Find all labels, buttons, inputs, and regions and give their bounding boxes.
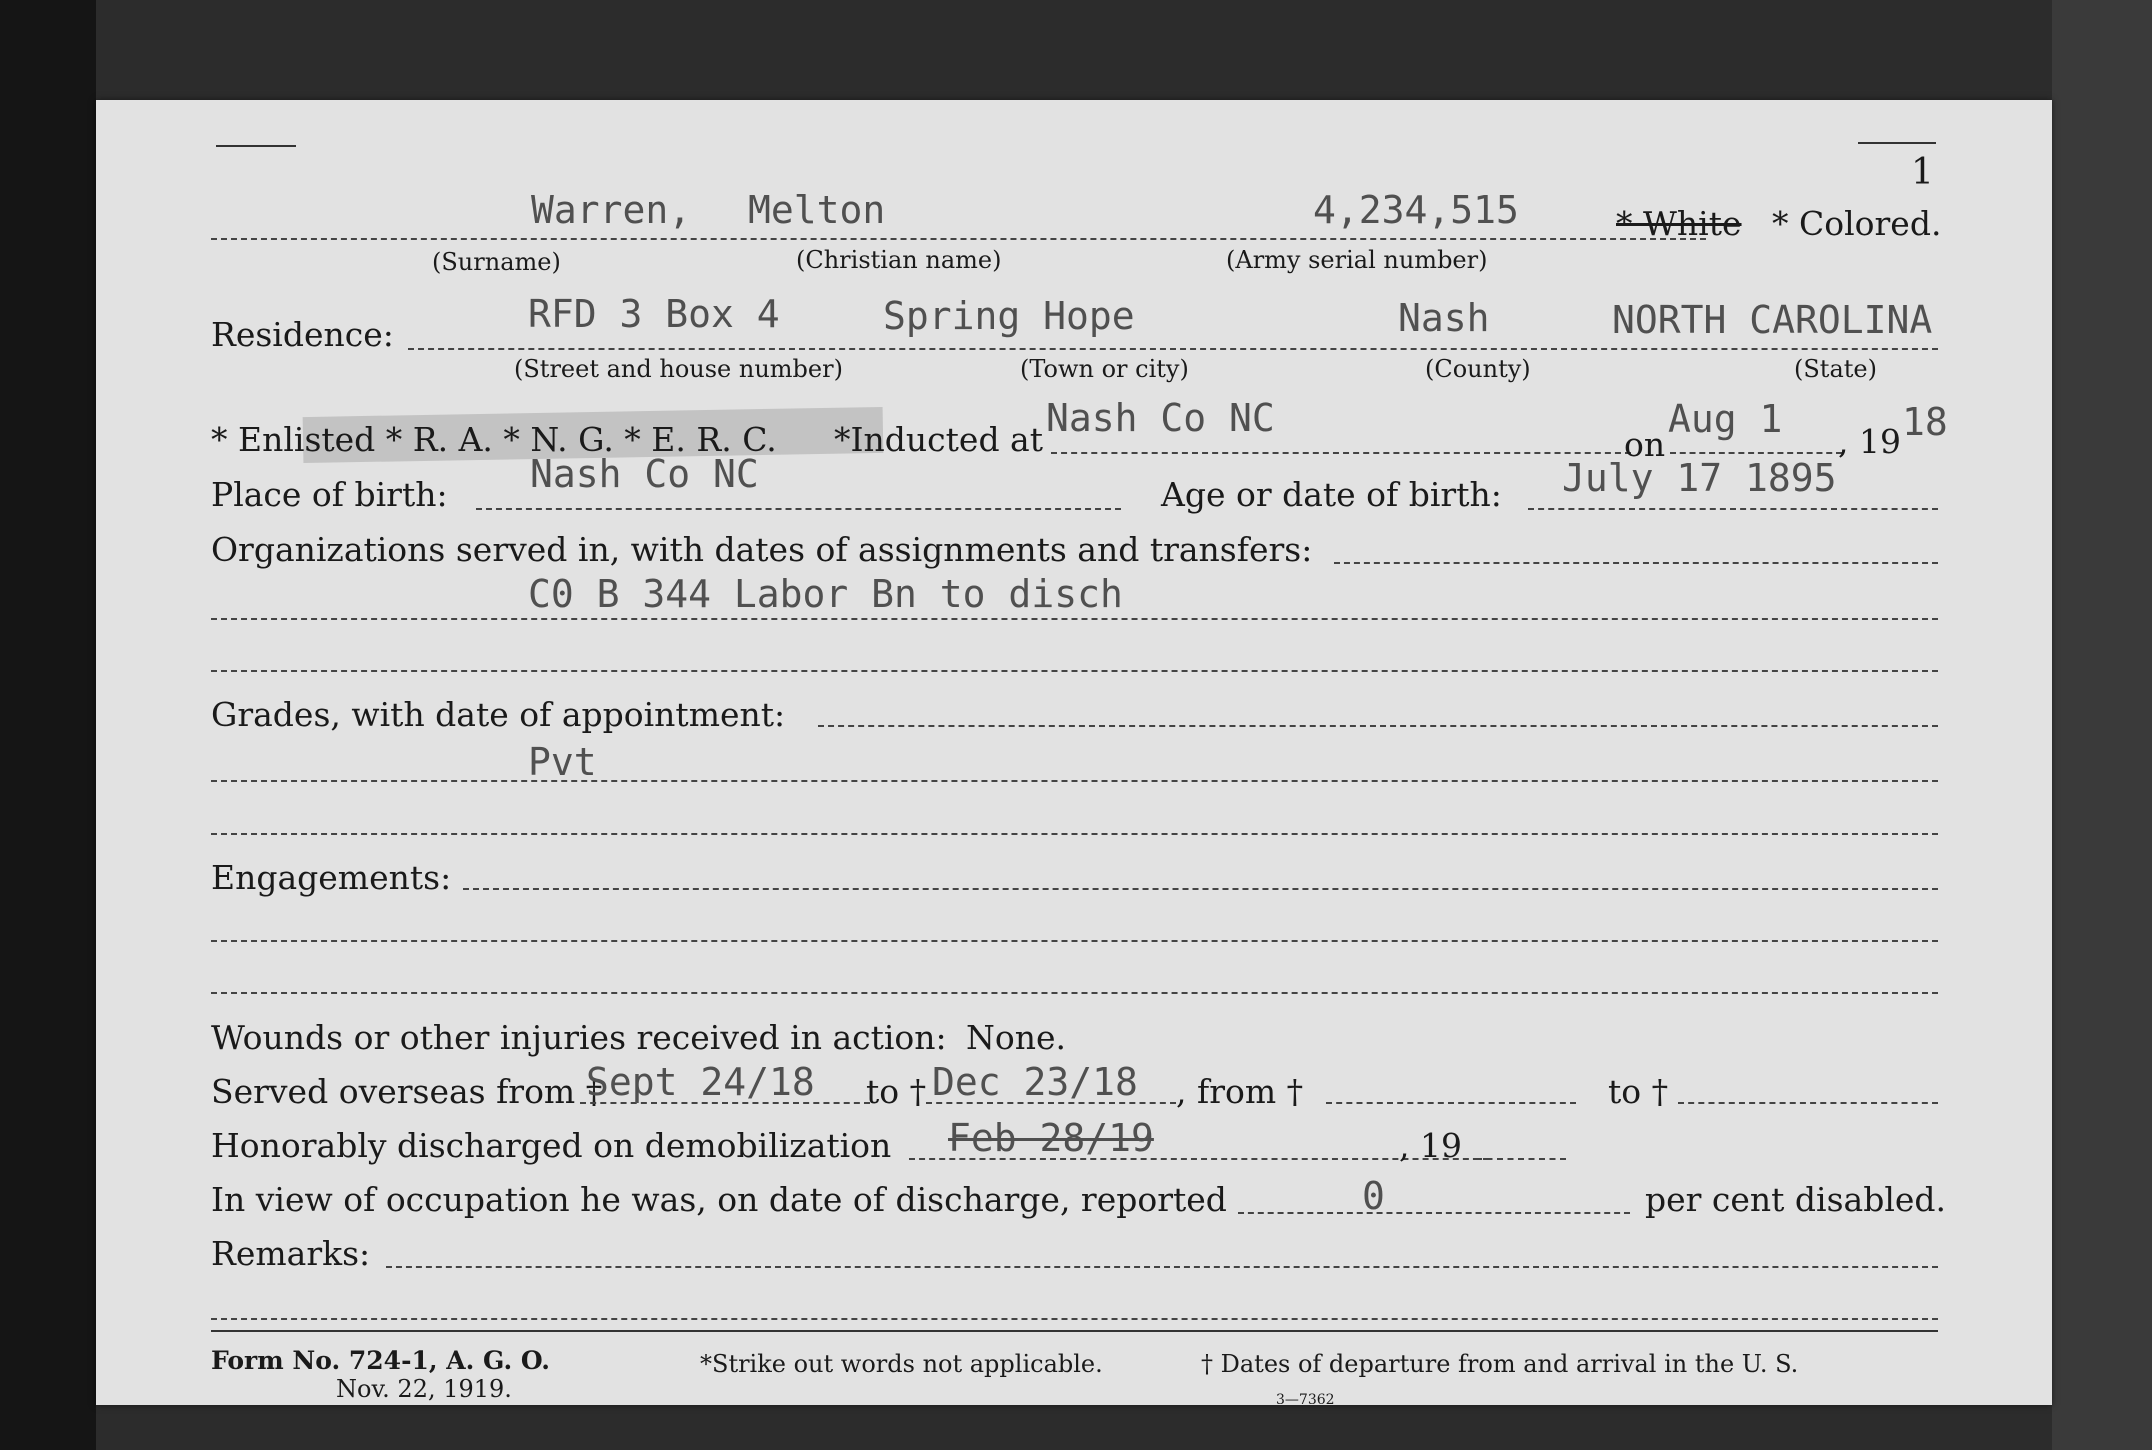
dates-note: † Dates of departure from and arrival in the U. S. [1201, 1350, 1799, 1378]
name-line [211, 238, 1706, 240]
overseas-from2-label: , from † [1176, 1072, 1304, 1111]
induction-year-value: 18 [1902, 400, 1948, 444]
residence-label: Residence: [211, 315, 394, 354]
race-white-struck: * White [1616, 204, 1742, 243]
wounds-label: Wounds or other injuries received in action: [211, 1018, 947, 1057]
christian-name-value: Melton [748, 188, 886, 232]
christian-name-caption: (Christian name) [796, 246, 1002, 274]
form-date: Nov. 22, 1919. [336, 1375, 512, 1403]
top-left-mark [216, 145, 296, 147]
form-number: Form No. 724-1, A. G. O. [211, 1346, 550, 1375]
grades-label: Grades, with date of appointment: [211, 695, 786, 734]
overseas-to-label: to † [866, 1072, 927, 1111]
top-right-mark [1858, 142, 1936, 144]
print-code: 3—7362 [1276, 1392, 1335, 1408]
discharge-year-line [1476, 1158, 1566, 1160]
on-label: on [1624, 425, 1666, 464]
remarks-label: Remarks: [211, 1234, 371, 1273]
surname-value: Warren, [531, 188, 692, 232]
disability-line [1238, 1212, 1630, 1214]
residence-county-value: Nash [1398, 296, 1490, 340]
footer-rule [211, 1330, 1938, 1332]
place-of-birth-value: Nash Co NC [530, 452, 759, 496]
town-caption: (Town or city) [1020, 355, 1189, 383]
overseas-label: Served overseas from † [211, 1072, 603, 1111]
engagements-line-1 [463, 888, 1938, 890]
organizations-line-2 [211, 618, 1938, 620]
surname-caption: (Surname) [432, 248, 561, 276]
age-line [1528, 508, 1938, 510]
grades-line-3 [211, 833, 1938, 835]
overseas-from2-line [1326, 1102, 1576, 1104]
year-prefix: , 19 [1838, 422, 1901, 461]
overseas-to-value: Dec 23/18 [932, 1060, 1138, 1104]
disability-label: In view of occupation he was, on date of discharge, reported [211, 1180, 1227, 1219]
overseas-to2-label: to † [1608, 1072, 1669, 1111]
place-of-birth-line [476, 508, 1121, 510]
engagements-line-2 [211, 940, 1938, 942]
overseas-from-value: Sept 24/18 [586, 1060, 815, 1104]
service-record-card [96, 100, 2052, 1408]
discharge-year-label: , 19 [1399, 1126, 1462, 1165]
discharge-label: Honorably discharged on demobilization [211, 1126, 892, 1165]
grades-value: Pvt [528, 740, 597, 784]
right-scan-edge [2052, 0, 2152, 1450]
state-caption: (State) [1794, 355, 1877, 383]
strike-note: *Strike out words not applicable. [700, 1350, 1103, 1378]
inducted-line [1051, 452, 1631, 454]
grades-line-1 [818, 725, 1938, 727]
grades-line-2 [211, 780, 1938, 782]
left-scan-edge [0, 0, 96, 1450]
serial-number-value: 4,234,515 [1313, 188, 1519, 232]
engagements-line-3 [211, 992, 1938, 994]
inducted-place-value: Nash Co NC [1046, 396, 1275, 440]
disability-suffix: per cent disabled. [1645, 1180, 1947, 1219]
organizations-value: C0 B 344 Labor Bn to disch [528, 572, 1123, 616]
wounds-value: None. [966, 1018, 1067, 1057]
place-of-birth-label: Place of birth: [211, 475, 448, 514]
residence-state-value: NORTH CAROLINA [1612, 298, 1933, 342]
remarks-line-1 [386, 1266, 1938, 1268]
card-number: 1 [1911, 152, 1934, 193]
race-colored: * Colored. [1772, 204, 1942, 243]
induction-date-value: Aug 1 [1668, 397, 1783, 441]
street-caption: (Street and house number) [514, 355, 843, 383]
inducted-label: *Inducted at [834, 420, 1043, 459]
county-caption: (County) [1425, 355, 1531, 383]
residence-street-value: RFD 3 Box 4 [528, 292, 780, 336]
residence-town-value: Spring Hope [883, 294, 1135, 338]
engagements-label: Engagements: [211, 858, 452, 897]
date-line [1670, 452, 1842, 454]
organizations-label: Organizations served in, with dates of assignments and transfers: [211, 530, 1313, 569]
disability-value: 0 [1362, 1174, 1385, 1218]
date-of-birth-value: July 17 1895 [1562, 456, 1837, 500]
discharge-date-value: Feb 28/19 [948, 1116, 1154, 1160]
enlistment-types: * Enlisted * R. A. * N. G. * E. R. C. [211, 420, 777, 459]
organizations-line-1 [1334, 562, 1938, 564]
age-label: Age or date of birth: [1161, 475, 1502, 514]
serial-caption: (Army serial number) [1226, 246, 1488, 274]
overseas-to2-line [1678, 1102, 1938, 1104]
organizations-line-3 [211, 670, 1938, 672]
residence-line [408, 348, 1938, 350]
remarks-line-2 [211, 1318, 1938, 1320]
